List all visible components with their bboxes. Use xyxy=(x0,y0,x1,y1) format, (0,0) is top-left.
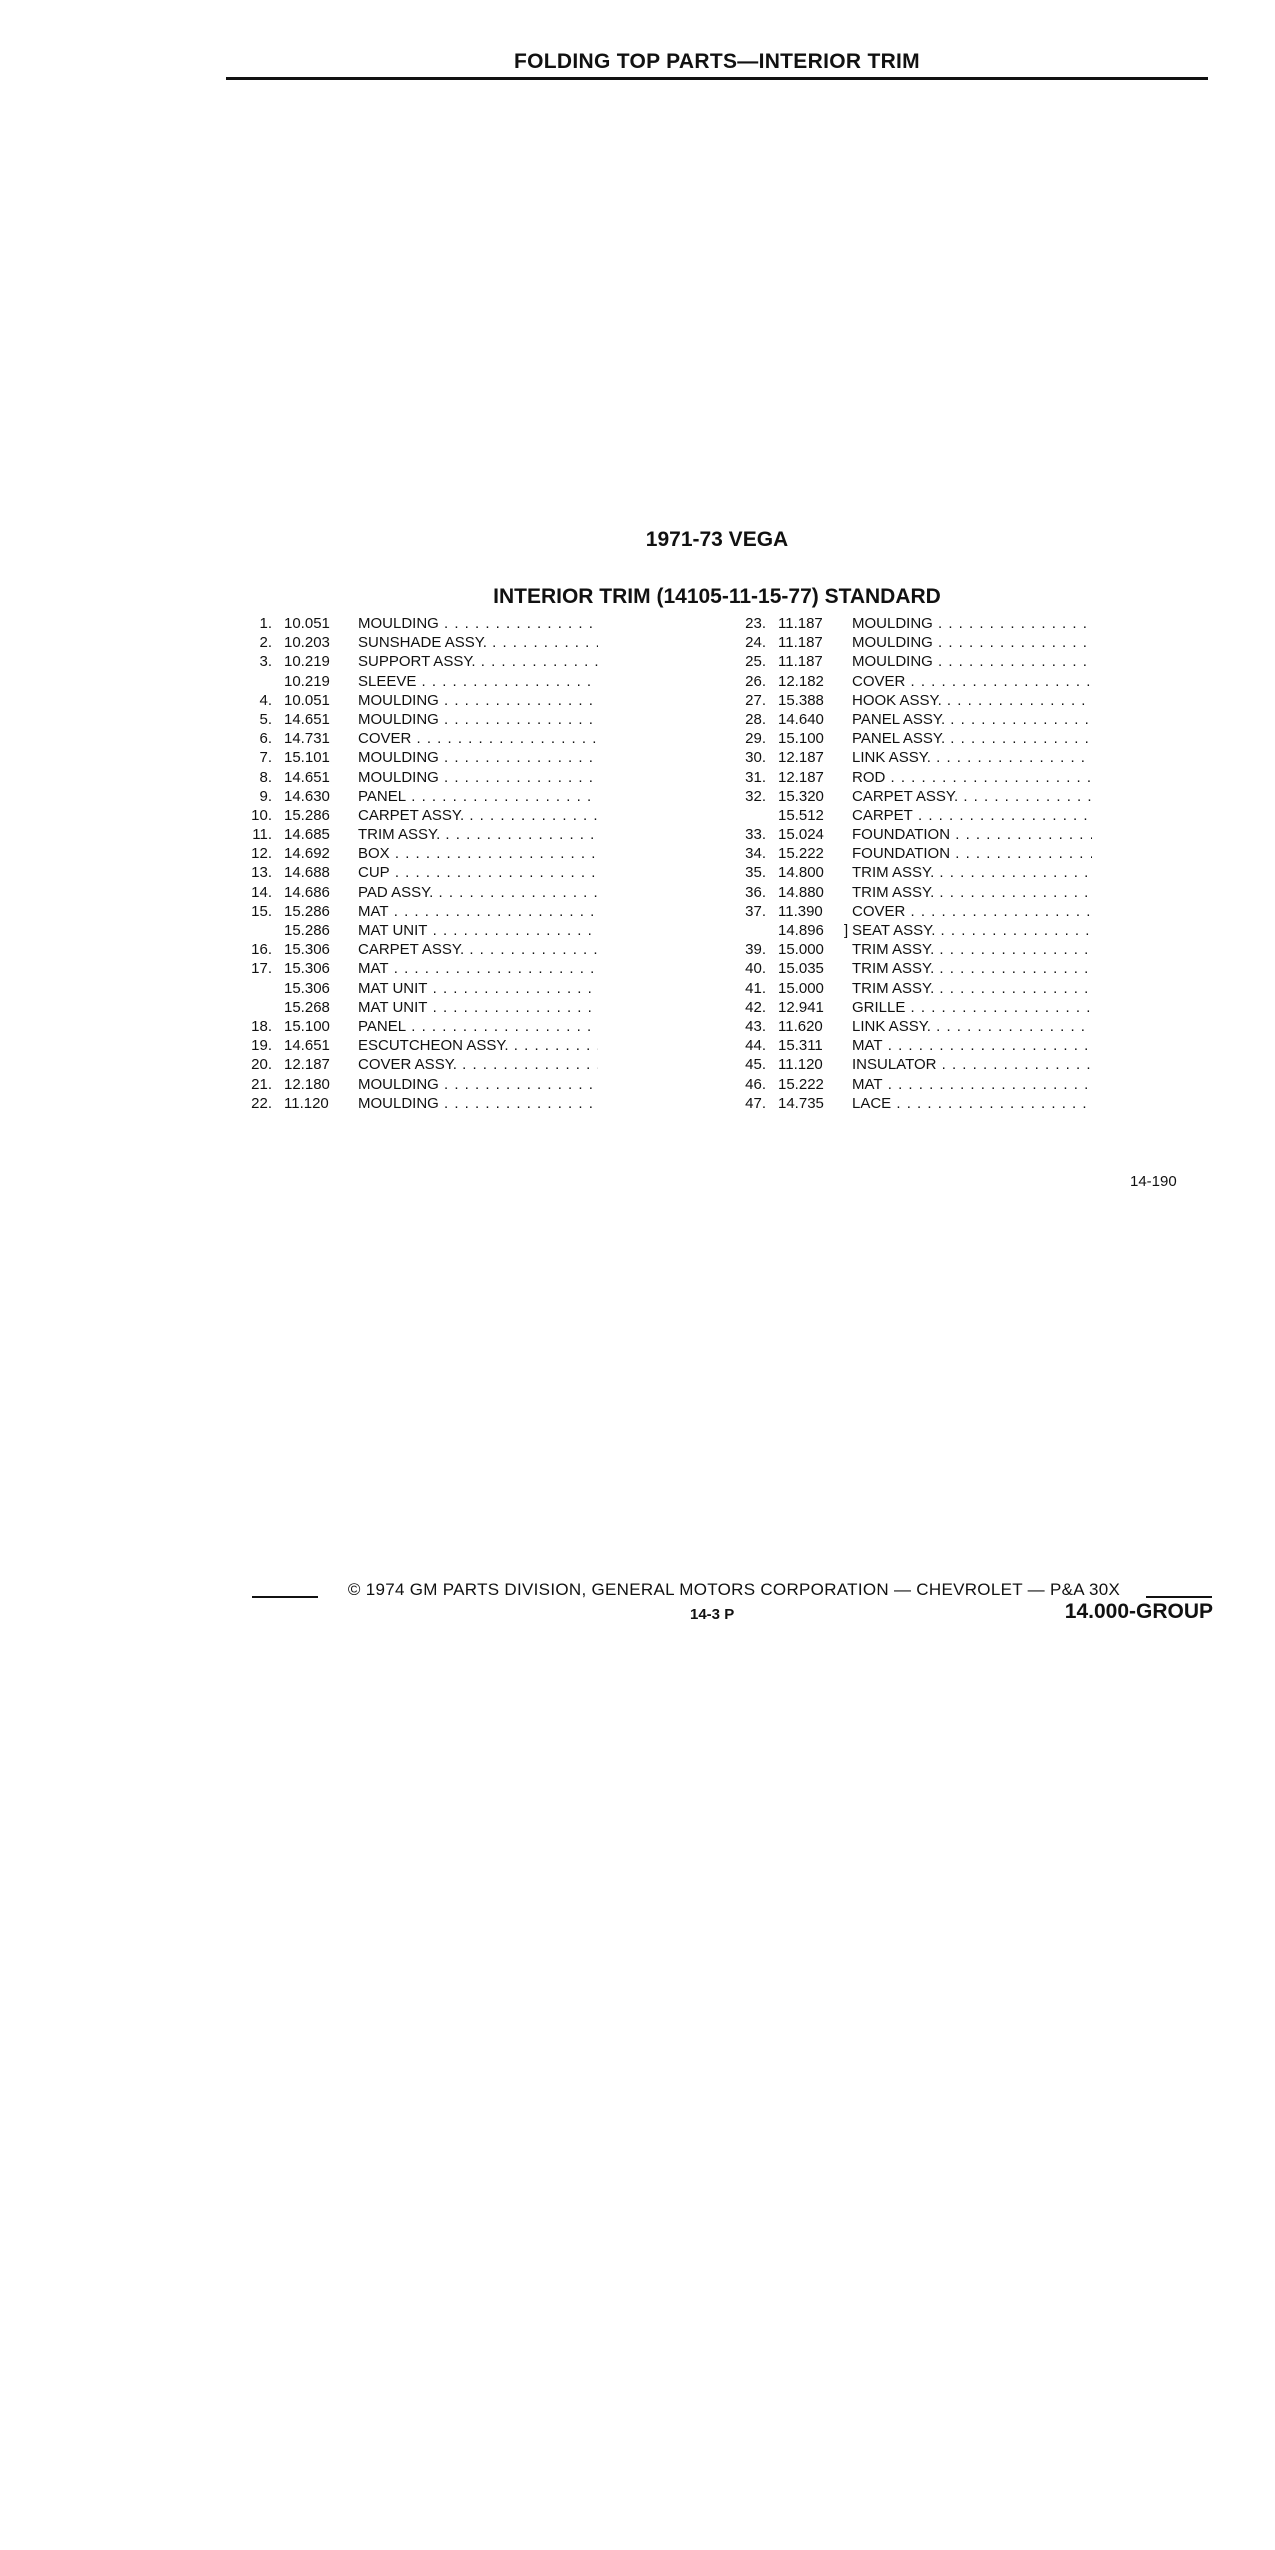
part-description: CARPET ASSY. . . . xyxy=(358,806,598,825)
part-description: TRIM ASSY. . . . xyxy=(852,883,1092,902)
group-number: 15.268 xyxy=(284,998,330,1016)
part-description: PANEL ASSY. . . . xyxy=(852,710,1092,729)
group-number: 14.685 xyxy=(284,826,330,844)
group-number: 15.306 xyxy=(284,960,330,978)
page-header-title: FOLDING TOP PARTS—INTERIOR TRIM xyxy=(514,50,920,73)
part-description: PANEL . . . xyxy=(358,787,598,806)
group-number: 15.512 xyxy=(778,806,824,824)
item-number: 35. xyxy=(745,864,766,882)
item-number: 20. xyxy=(251,1056,272,1074)
group-number: 14.651 xyxy=(284,768,330,786)
part-description: MOULDING . . . xyxy=(358,1075,598,1094)
group-number: 12.182 xyxy=(778,672,824,690)
part-description: GRILLE . . . xyxy=(852,998,1092,1017)
part-description: MAT . . . xyxy=(358,902,598,921)
group-number: 15.000 xyxy=(778,941,824,959)
bracket-mark: ] xyxy=(844,922,849,939)
group-number: 15.306 xyxy=(284,979,330,997)
part-description: PAD ASSY. . . . xyxy=(358,883,598,902)
part-description: ROD . . . xyxy=(852,768,1092,787)
item-number: 9. xyxy=(259,787,272,805)
part-description: MAT . . . xyxy=(358,959,598,978)
part-description: COVER . . . xyxy=(852,672,1092,691)
item-number: 31. xyxy=(745,768,766,786)
group-number: 14.688 xyxy=(284,864,330,882)
item-number: 41. xyxy=(745,979,766,997)
group-number: 14.630 xyxy=(284,787,330,805)
part-description: PANEL ASSY. . . . xyxy=(852,729,1092,748)
part-description: MOULDING . . . xyxy=(358,710,598,729)
group-number: 14.640 xyxy=(778,710,824,728)
part-description: MOULDING . . . xyxy=(358,691,598,710)
part-description: MAT UNIT . . . xyxy=(358,921,598,940)
part-description: MAT . . . xyxy=(852,1075,1092,1094)
group-number: 11.390 xyxy=(778,902,823,920)
part-description: TRIM ASSY. . . . xyxy=(852,863,1092,882)
footer-group-label: 14.000-GROUP xyxy=(1064,1600,1213,1623)
group-number: 10.219 xyxy=(284,672,330,690)
group-number: 15.286 xyxy=(284,922,330,939)
item-number: 10. xyxy=(251,806,272,824)
item-number: 25. xyxy=(745,653,766,671)
item-number: 16. xyxy=(251,941,272,959)
part-description: BOX . . . xyxy=(358,844,598,863)
item-number: 11. xyxy=(252,826,272,844)
group-number: 14.731 xyxy=(284,730,330,748)
group-number: 15.000 xyxy=(778,979,824,997)
page-reference: 14-190 xyxy=(1130,1173,1177,1190)
group-number: 14.651 xyxy=(284,1037,330,1055)
part-description: CARPET ASSY. . . . xyxy=(852,787,1092,806)
item-number: 33. xyxy=(745,826,766,844)
item-number: 6. xyxy=(259,730,272,748)
group-number: 15.222 xyxy=(778,1075,824,1093)
group-number: 15.388 xyxy=(778,691,824,709)
part-description: LINK ASSY. . . . xyxy=(852,1017,1092,1036)
item-number: 12. xyxy=(251,845,272,863)
part-description: TRIM ASSY. . . . xyxy=(358,825,598,844)
item-number: 46. xyxy=(745,1075,766,1093)
group-number: 11.620 xyxy=(778,1017,823,1035)
part-description: SUNSHADE ASSY. . . . xyxy=(358,633,598,652)
item-number: 18. xyxy=(251,1017,272,1035)
item-number: 3. xyxy=(259,653,272,671)
item-number: 1. xyxy=(259,615,272,632)
group-number: 15.101 xyxy=(284,749,330,767)
footer-rule-left xyxy=(252,1596,318,1598)
part-description: LINK ASSY. . . . xyxy=(852,748,1092,767)
item-number: 45. xyxy=(745,1056,766,1074)
item-number: 7. xyxy=(259,749,272,767)
part-description: TRIM ASSY. . . . xyxy=(852,940,1092,959)
group-number: 15.100 xyxy=(778,730,824,748)
part-description: CARPET . . . xyxy=(852,806,1092,825)
group-number: 12.180 xyxy=(284,1075,330,1093)
group-number: 14.735 xyxy=(778,1094,824,1112)
group-number: 11.120 xyxy=(778,1056,823,1074)
group-number: 14.800 xyxy=(778,864,824,882)
part-description: HOOK ASSY. . . . xyxy=(852,691,1092,710)
item-number: 29. xyxy=(745,730,766,748)
part-description: FOUNDATION . . . xyxy=(852,825,1092,844)
group-number: 15.286 xyxy=(284,902,330,920)
item-number: 2. xyxy=(259,634,272,652)
item-number: 8. xyxy=(259,768,272,786)
item-number: 40. xyxy=(745,960,766,978)
part-description: COVER ASSY. . . . xyxy=(358,1055,598,1074)
item-number: 26. xyxy=(745,672,766,690)
part-description: PANEL . . . xyxy=(358,1017,598,1036)
part-description: CARPET ASSY. . . . xyxy=(358,940,598,959)
group-number: 11.187 xyxy=(778,653,823,671)
group-number: 12.187 xyxy=(778,749,824,767)
part-description: INSULATOR . . . xyxy=(852,1055,1092,1074)
section-year-title: 1971-73 VEGA xyxy=(645,528,789,551)
group-number: 14.651 xyxy=(284,710,330,728)
part-description: MOULDING . . . xyxy=(358,614,598,633)
group-number: 14.686 xyxy=(284,883,330,901)
group-number: 15.222 xyxy=(778,845,824,863)
item-number: 13. xyxy=(251,864,272,882)
part-description: FOUNDATION . . . xyxy=(852,844,1092,863)
item-number: 5. xyxy=(259,710,272,728)
group-number: 15.024 xyxy=(778,826,824,844)
group-number: 14.692 xyxy=(284,845,330,863)
group-number: 10.051 xyxy=(284,691,330,709)
item-number: 23. xyxy=(745,615,766,632)
part-description: TRIM ASSY. . . . xyxy=(852,979,1092,998)
part-description: SEAT ASSY. . . . xyxy=(852,921,1092,940)
item-number: 4. xyxy=(259,691,272,709)
part-description: MAT UNIT . . . xyxy=(358,998,598,1017)
item-number: 32. xyxy=(745,787,766,805)
part-description: COVER . . . xyxy=(852,902,1092,921)
group-number: 12.941 xyxy=(778,998,824,1016)
item-number: 27. xyxy=(745,691,766,709)
group-number: 15.311 xyxy=(778,1037,823,1055)
item-number: 34. xyxy=(745,845,766,863)
group-number: 14.880 xyxy=(778,883,824,901)
group-number: 10.219 xyxy=(284,653,330,671)
item-number: 30. xyxy=(745,749,766,767)
footer-rule-right xyxy=(1146,1596,1212,1598)
part-description: MOULDING . . . xyxy=(852,652,1092,671)
footer-copyright: © 1974 GM PARTS DIVISION, GENERAL MOTORS CORPORATION — CHEVROLET — P&A 30X xyxy=(347,1580,1121,1599)
part-description: ESCUTCHEON ASSY. . . . xyxy=(358,1036,598,1055)
part-description: MOULDING . . . xyxy=(852,633,1092,652)
item-number: 14. xyxy=(251,883,272,901)
part-description: LACE . . . xyxy=(852,1094,1092,1113)
group-number: 11.120 xyxy=(284,1094,329,1112)
item-number: 47. xyxy=(745,1094,766,1112)
part-description: MAT . . . xyxy=(852,1036,1092,1055)
group-number: 11.187 xyxy=(778,615,823,632)
group-number: 10.051 xyxy=(284,615,330,632)
item-number: 39. xyxy=(745,941,766,959)
item-number: 44. xyxy=(745,1037,766,1055)
group-number: 15.100 xyxy=(284,1017,330,1035)
part-description: COVER . . . xyxy=(358,729,598,748)
item-number: 22. xyxy=(251,1094,272,1112)
part-description: MOULDING . . . xyxy=(358,748,598,767)
part-description: SUPPORT ASSY. . . . xyxy=(358,652,598,671)
group-number: 15.306 xyxy=(284,941,330,959)
group-number: 10.203 xyxy=(284,634,330,652)
item-number: 21. xyxy=(251,1075,272,1093)
part-description: MOULDING . . . xyxy=(852,614,1092,633)
item-number: 42. xyxy=(745,998,766,1016)
group-number: 14.896 xyxy=(778,922,824,939)
part-description: MOULDING . . . xyxy=(358,768,598,787)
item-number: 28. xyxy=(745,710,766,728)
group-number: 15.320 xyxy=(778,787,824,805)
part-description: MAT UNIT . . . xyxy=(358,979,598,998)
group-number: 12.187 xyxy=(284,1056,330,1074)
section-subtitle: INTERIOR TRIM (14105-11-15-77) STANDARD xyxy=(493,585,941,608)
part-description: CUP . . . xyxy=(358,863,598,882)
header-divider xyxy=(226,77,1208,80)
part-description: SLEEVE . . . xyxy=(358,672,598,691)
footer-page-number: 14-3 P xyxy=(690,1606,735,1623)
group-number: 12.187 xyxy=(778,768,824,786)
item-number: 24. xyxy=(745,634,766,652)
item-number: 17. xyxy=(251,960,272,978)
part-description: MOULDING . . . xyxy=(358,1094,598,1113)
group-number: 15.035 xyxy=(778,960,824,978)
part-description: TRIM ASSY. . . . xyxy=(852,959,1092,978)
item-number: 36. xyxy=(745,883,766,901)
group-number: 15.286 xyxy=(284,806,330,824)
item-number: 43. xyxy=(745,1017,766,1035)
item-number: 19. xyxy=(251,1037,272,1055)
item-number: 15. xyxy=(251,902,272,920)
group-number: 11.187 xyxy=(778,634,823,652)
item-number: 37. xyxy=(745,902,766,920)
